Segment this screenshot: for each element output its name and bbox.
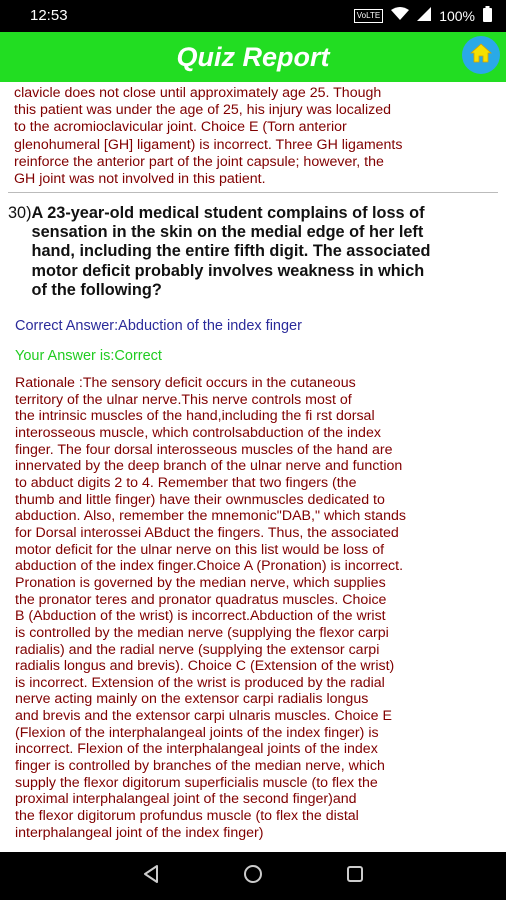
- text-line: radialis longus and brevis). Choice C (Extension of the wrist): [15, 658, 395, 675]
- text-line: Pronation is governed by the median nerve, which supplies: [15, 574, 386, 591]
- text-line: nerve acting mainly on the extensor carpi radialis longus: [15, 691, 369, 708]
- text-line: the intrinsic muscles of the hand,including the fi rst dorsal: [15, 408, 375, 425]
- text-line: the pronator teres and pronator quadratus muscles. Choice: [15, 591, 387, 608]
- previous-rationale: [14, 85, 494, 188]
- text-line: finger. The four dorsal interosseous muscles of the hand are: [15, 441, 393, 458]
- page-title: Quiz Report: [176, 42, 330, 72]
- text-line: motor deficit for the ulnar nerve on this list would be loss of: [15, 541, 385, 558]
- text-line: is incorrect. Extension of the wrist is produced by the radial: [15, 674, 385, 691]
- text-line: innervated by the deep branch of the ulnar nerve and function: [15, 458, 403, 475]
- correct-answer: Correct Answer:Abduction of the index finger: [15, 318, 302, 334]
- text-line: proximal interphalangeal joint of the second finger)and: [15, 791, 357, 808]
- question-text: [32, 204, 431, 300]
- question: [8, 204, 498, 300]
- text-line: for Dorsal interossei ABduct the fingers. Thus, the associated: [15, 524, 399, 541]
- home-button[interactable]: [462, 36, 500, 74]
- text-line: Rationale :The sensory deficit occurs in the cutaneous: [15, 375, 356, 391]
- text-line: GH joint was not involved in this patient.: [14, 171, 266, 188]
- system-nav-bar: [0, 852, 506, 900]
- text-line: abduction of the index finger.Choice A (Pronation) is incorrect.: [15, 558, 404, 575]
- wifi-icon: [391, 7, 409, 24]
- volte-badge: VoLTE: [354, 9, 383, 23]
- system-home-button[interactable]: [238, 861, 268, 891]
- text-line: thumb and little finger) have their ownmuscles dedicated to: [15, 491, 385, 508]
- quiz-report-content[interactable]: [0, 82, 506, 852]
- back-triangle-icon: [143, 865, 159, 888]
- text-line: hand, including the entire fifth digit. The associated: [31, 242, 431, 261]
- text-line: incorrect. Flexion of the interphalangeal joints of the index: [15, 741, 378, 758]
- battery-percent: 100%: [439, 7, 475, 24]
- text-line: (Flexion of the interphalangeal joints of the index finger) is: [15, 724, 379, 741]
- your-answer: Your Answer is:Correct: [15, 348, 162, 364]
- text-line: sensation in the skin on the medial edge of her left: [31, 223, 424, 242]
- text-line: abduction. Also, remember the mnemonic"DAB," which stands: [15, 508, 406, 525]
- text-line: radialis) and the radial nerve (supplying the extensor carpi: [15, 641, 380, 658]
- question-number: 30): [8, 204, 32, 222]
- text-line: clavicle does not close until approximately age 25. Though: [14, 85, 382, 101]
- text-line: B (Abduction of the wrist) is incorrect.Abduction of the wrist: [15, 608, 386, 625]
- text-line: glenohumeral [GH] ligament) is incorrect. Three GH ligaments: [14, 136, 403, 153]
- back-button[interactable]: [136, 861, 166, 891]
- battery-icon: [483, 6, 492, 25]
- text-line: reinforce the anterior part of the joint capsule; however, the: [14, 153, 384, 170]
- status-time: 12:53: [30, 7, 68, 24]
- signal-icon: [417, 7, 431, 24]
- recents-square-icon: [346, 865, 364, 888]
- status-bar: [0, 0, 506, 32]
- rationale: [15, 375, 495, 841]
- status-icons: [354, 6, 492, 25]
- text-line: and brevis and the extensor carpi ulnaris muscles. Choice E: [15, 708, 392, 725]
- text-line: this patient was under the age of 25, his injury was localized: [14, 102, 391, 119]
- home-icon: [470, 43, 492, 68]
- text-line: territory of the ulnar nerve.This nerve controls most of: [15, 391, 352, 408]
- text-line: to abduct digits 2 to 4. Remember that two fingers (the: [15, 474, 357, 491]
- app-bar: [0, 32, 506, 82]
- text-line: to the acromioclavicular joint. Choice E (Torn anterior: [14, 119, 347, 136]
- text-line: the flexor digitorum profundus muscle (to flex the distal: [15, 808, 359, 825]
- text-line: interphalangeal joint of the index finger): [15, 824, 264, 841]
- text-line: interosseous muscle, which controlsabduction of the index: [15, 424, 381, 441]
- text-line: finger is controlled by branches of the median nerve, which: [15, 758, 385, 775]
- text-line: is controlled by the median nerve (supplying the flexor carpi: [15, 624, 389, 641]
- text-line: A 23-year-old medical student complains of loss of: [31, 204, 425, 222]
- text-line: supply the flexor digitorum superficialis muscle (to flex the: [15, 774, 378, 791]
- home-circle-icon: [243, 864, 263, 889]
- divider: [8, 192, 498, 193]
- recents-button[interactable]: [340, 861, 370, 891]
- text-line: motor deficit probably involves weakness in which: [31, 261, 425, 280]
- text-line: of the following?: [31, 280, 162, 299]
